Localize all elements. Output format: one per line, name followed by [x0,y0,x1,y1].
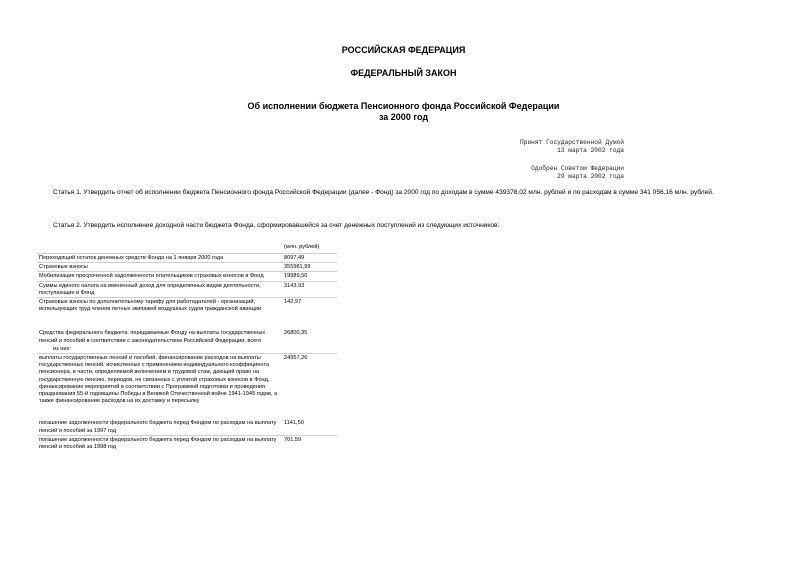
table-row [37,253,337,262]
row-value: 1141,50 [284,420,304,427]
table-row [37,297,337,313]
article-1: Статья 1. Утвердить отчет об исполнении бюджета Пенсионного фонда Российской Федерации (далее - Фонд) за 2000 год по доходам в сумме 439378,02 млн. рублей и по расходам в сумме 341 056,16 млн. рублей. [53,189,714,196]
row-name: Переходящий остаток денежных средств Фонда на 1 января 2000 года [39,255,224,261]
table-units: (млн. рублей) [284,244,320,250]
row-name: Суммы единого налога на вмененный доход для определенных видов деятельности, поступающие в Фонд [39,282,261,296]
adoption-block [520,139,624,181]
table-row [37,271,337,280]
row-value: 142,97 [284,299,302,306]
table-row [37,345,337,353]
row-value: 8097,49 [284,255,305,261]
table-row [37,329,337,344]
row-name: погашение задолженности федерального бюджета перед Фондом по расходам на выплату пенсий и пособий за 1997 год [39,420,277,434]
row-value: 26800,35 [284,330,308,337]
row-name: Страховые взносы по дополнительному тарифу для работодателей - организаций, использующих труд членов летных экипажей воздушных судов гражданской авиации [39,299,262,313]
law-title [0,101,807,123]
council-approval-label: Одобрен Советом Федерации [531,165,624,172]
article-2: Статья 2. Утвердить исполнение доходной части бюджета Фонда, сформировавшейся за счет денежных поступлений из следующих источников: [53,222,500,229]
row-name: Средства федерального бюджета, передаваемые Фонду на выплаты государственных пенсий и пособий в соответствии с законодательством Российской Федерации, всего [39,330,266,344]
row-name: Страховые взносы [39,264,88,271]
row-value: 24957,26 [284,355,308,362]
duma-adoption-date: 13 марта 2002 года [557,147,624,154]
law-title-line2: за 2000 год [378,112,429,122]
table-row [37,281,337,297]
row-value: 701,59 [284,436,302,443]
table-row [37,435,337,451]
table-row [37,419,337,434]
row-name: выплаты государственных пенсий и пособий, финансирование расходов на выплаты государственных пенсий, исчисленных с применением индивидуального коэффициента пенсионера, в части, определяемой включением в трудовой стаж, дающий право на государственную пенсию, периодов, не связанных с уплатой страховых взносов в Фонд, финансирование мероприятий в соответствии с Программой подготовки и проведения празднования 55-й годовщины Победы в Великой Отечественной войне 1941-1945 годов, а также финансирование расходов на их доставку и пересылку [39,355,278,405]
law-title-line1: Об исполнении бюджета Пенсионного фонда Российской Федерации [247,101,560,111]
law-type-heading: ФЕДЕРАЛЬНЫЙ ЗАКОН [350,68,457,78]
table-row [37,262,337,271]
council-approval-date: 29 марта 2002 года [557,173,624,180]
duma-adoption-label: Принят Государственной Думой [520,139,624,146]
row-value: 3143,93 [284,282,305,289]
federation-heading: РОССИЙСКАЯ ФЕДЕРАЦИЯ [341,45,466,55]
row-name: из них: [53,345,71,352]
row-name: погашение задолженности федерального бюджета перед Фондом по расходам на выплату пенсий и пособий за 1998 год [39,436,277,451]
income-table [37,253,337,451]
row-value: 19989,50 [284,273,308,280]
table-row [37,353,337,405]
row-value [280,346,335,353]
row-value: 355981,99 [284,264,311,271]
row-name: Мобилизация просроченной задолженности плательщиков страховых взносов в Фонд [39,273,264,280]
